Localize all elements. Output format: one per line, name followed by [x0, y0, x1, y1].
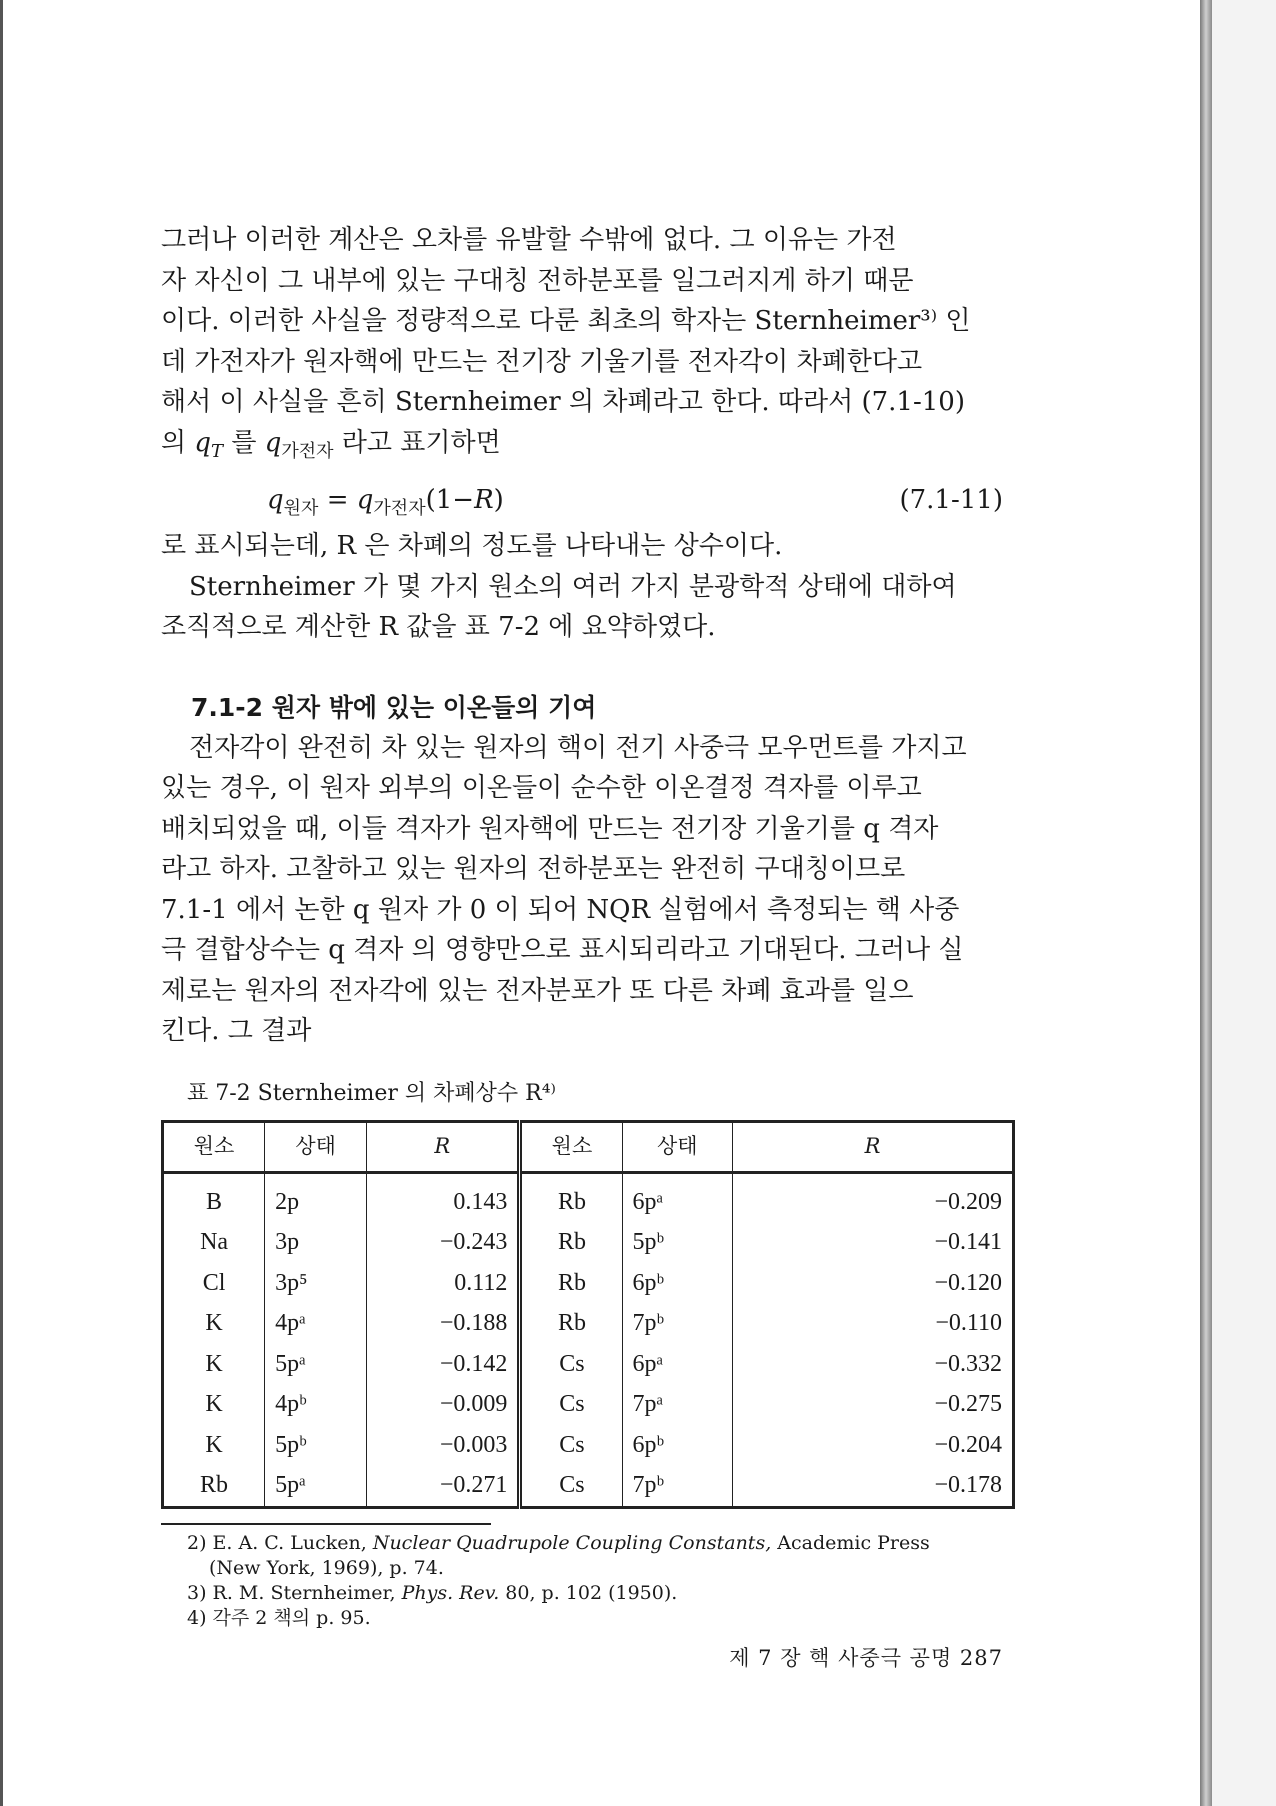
table-cell: 4pᵃ [265, 1303, 367, 1344]
text-line: 킨다. 그 결과 [161, 1016, 312, 1047]
table-cell: Rb [520, 1172, 622, 1222]
text-line: 7.1-1 에서 논한 q 원자 가 0 이 되어 NQR 실험에서 측정되는 핵 사중 [161, 894, 960, 925]
table-cell: 0.143 [367, 1172, 520, 1222]
table-cell: 2p [265, 1172, 367, 1222]
column-header: 상태 [622, 1121, 733, 1172]
footnote-text: 80, p. 102 (1950). [499, 1581, 678, 1604]
math-subscript: 가전자 [281, 440, 334, 462]
math-q: q [194, 427, 212, 458]
math-r: R [474, 485, 494, 516]
column-header-r: R [864, 1134, 881, 1159]
text-line: 그러나 이러한 계산은 오차를 유발할 수밖에 없다. 그 이유는 가전 [161, 225, 897, 255]
table-cell: 6pᵇ [622, 1425, 733, 1466]
section-heading: 7.1-2 원자 밖에 있는 이온들의 기여 [191, 692, 597, 722]
table-cell: −0.188 [367, 1303, 520, 1344]
table-row [163, 1222, 1014, 1263]
table-cell: 4pᵇ [265, 1384, 367, 1425]
math-q: q [264, 427, 282, 458]
viewer-background [1212, 0, 1276, 1806]
text-line: 이다. 이러한 사실을 정량적으로 다룬 최초의 학자는 Sternheimer³⁾ 인 [161, 306, 971, 336]
text-span: 라고 표기하면 [333, 427, 501, 458]
table-cell: 3p⁵ [265, 1263, 367, 1304]
table-body [163, 1172, 1014, 1507]
table-cell: −0.009 [367, 1384, 520, 1425]
column-header: 원소 [520, 1121, 622, 1172]
footnote-2 [187, 1531, 1003, 1556]
table-row [163, 1303, 1014, 1344]
table-cell: −0.209 [934, 1188, 1002, 1215]
paragraph-2 [161, 526, 1003, 648]
table-cell: Cs [520, 1465, 622, 1507]
table-caption: 표 7-2 Sternheimer 의 차폐상수 R⁴⁾ [187, 1080, 556, 1106]
text-line [161, 423, 1003, 473]
page-footer: 제 7 장 핵 사중극 공명 287 [729, 1646, 1003, 1670]
table-cell: 5pᵇ [265, 1425, 367, 1466]
table-cell: −0.204 [934, 1431, 1002, 1458]
table-cell: K [163, 1303, 265, 1344]
math-equals: = [318, 485, 357, 516]
table-cell: Cl [163, 1263, 265, 1304]
text-line: 데 가전자가 원자핵에 만드는 전기장 기울기를 전자각이 차폐한다고 [161, 346, 923, 377]
equation-number: (7.1-11) [899, 485, 1003, 516]
table-row [163, 1263, 1014, 1304]
table-cell: Cs [520, 1425, 622, 1466]
footnote-book-title: Nuclear Quadrupole Coupling Constants, [372, 1531, 772, 1554]
table-cell: 6pᵃ [622, 1344, 733, 1385]
table-cell: K [163, 1344, 265, 1385]
table-cell: −0.275 [934, 1391, 1002, 1418]
table-cell: 6pᵃ [622, 1172, 733, 1222]
paragraph-1 [161, 220, 1003, 472]
text-line: 배치되었을 때, 이들 격자가 원자핵에 만드는 전기장 기울기를 q 격자 [161, 813, 939, 844]
table-header-row [163, 1121, 1014, 1172]
table-cell: −0.332 [934, 1350, 1002, 1377]
table-cell: Na [163, 1222, 265, 1263]
sternheimer-table [161, 1120, 1015, 1509]
column-header [367, 1121, 520, 1172]
equation-body [267, 478, 504, 522]
column-header: 상태 [265, 1121, 367, 1172]
table-cell: Cs [520, 1344, 622, 1385]
table-cell: −0.120 [934, 1269, 1002, 1296]
column-header [733, 1121, 1014, 1172]
text-line: 제로는 원자의 전자각에 있는 전자분포가 또 다른 차폐 효과를 일으 [161, 975, 914, 1006]
table-cell: Rb [520, 1222, 622, 1263]
table-cell: Cs [520, 1384, 622, 1425]
table-cell: −0.110 [935, 1310, 1002, 1337]
footnote-3 [187, 1581, 1003, 1606]
footnote-text: 2) E. A. C. Lucken, [187, 1531, 373, 1554]
text-line: 라고 하자. 고찰하고 있는 원자의 전하분포는 완전히 구대칭이므로 [161, 854, 906, 885]
table-cell: 7pᵃ [622, 1384, 733, 1425]
text-line: 극 결합상수는 q 격자 의 영향만으로 표시되리라고 기대된다. 그러나 실 [161, 935, 964, 966]
math-q: q [267, 485, 284, 516]
math-subscript: 원자 [283, 498, 319, 520]
table-cell: −0.243 [367, 1222, 520, 1263]
table-cell: 0.112 [367, 1263, 520, 1304]
math-term: ) [493, 485, 504, 516]
text-line: 해서 이 사실을 흔히 Sternheimer 의 차폐라고 한다. 따라서 (7.1-10) [161, 387, 965, 417]
table-row [163, 1172, 1014, 1222]
table-cell: 5pᵃ [265, 1344, 367, 1385]
footnotes [161, 1531, 1003, 1631]
text-line: 로 표시되는데, R 은 차폐의 정도를 나타내는 상수이다. [161, 531, 783, 562]
text-line: 있는 경우, 이 원자 외부의 이온들이 순수한 이온결정 격자를 이루고 [161, 773, 922, 804]
math-q: q [356, 485, 374, 516]
table-cell: −0.271 [367, 1465, 520, 1507]
table-cell: K [163, 1425, 265, 1466]
table-row [163, 1425, 1014, 1466]
table-cell: −0.141 [934, 1229, 1002, 1256]
footnote-text: 3) R. M. Sternheimer, [187, 1581, 402, 1604]
table-row [163, 1465, 1014, 1507]
text-line: 조직적으로 계산한 R 값을 표 7-2 에 요약하였다. [161, 612, 716, 643]
column-header-r: R [434, 1134, 451, 1159]
footnote-2-continued: (New York, 1969), p. 74. [209, 1556, 444, 1579]
page-edge [1200, 0, 1212, 1806]
page-content [161, 220, 1003, 1631]
column-header: 원소 [163, 1121, 265, 1172]
table-cell: 5pᵃ [265, 1465, 367, 1507]
table-row [163, 1344, 1014, 1385]
table-cell: B [163, 1172, 265, 1222]
footnote-4: 4) 각주 2 책의 p. 95. [187, 1606, 371, 1629]
text-line: Sternheimer 가 몇 가지 원소의 여러 가지 분광학적 상태에 대하여 [189, 571, 957, 602]
table-row [163, 1384, 1014, 1425]
text-span: 의 [161, 427, 195, 458]
table-cell: Rb [520, 1303, 622, 1344]
table-cell: 6pᵇ [622, 1263, 733, 1304]
table-cell: 7pᵇ [622, 1465, 733, 1507]
math-subscript: T [211, 440, 224, 462]
table-cell: −0.142 [367, 1344, 520, 1385]
table-cell: Rb [163, 1465, 265, 1507]
footnote-journal: Phys. Rev. [401, 1581, 500, 1604]
math-term: (1− [425, 485, 475, 516]
table-cell: −0.003 [367, 1425, 520, 1466]
table-cell: −0.178 [934, 1472, 1002, 1499]
footnote-text: Academic Press [771, 1531, 930, 1554]
math-subscript: 가전자 [373, 498, 426, 520]
equation-7-1-11 [161, 478, 1003, 522]
table-cell: 5pᵇ [622, 1222, 733, 1263]
table-cell: Rb [520, 1263, 622, 1304]
table-cell: 3p [265, 1222, 367, 1263]
table-cell: 7pᵇ [622, 1303, 733, 1344]
footnote-divider [161, 1523, 491, 1525]
text-line: 전자각이 완전히 차 있는 원자의 핵이 전기 사중극 모우먼트를 가지고 [189, 732, 967, 763]
paragraph-3 [161, 728, 1003, 1052]
table-cell: K [163, 1384, 265, 1425]
text-line: 자 자신이 그 내부에 있는 구대칭 전하분포를 일그러지게 하기 때문 [161, 265, 914, 296]
text-span: 를 [223, 427, 265, 458]
